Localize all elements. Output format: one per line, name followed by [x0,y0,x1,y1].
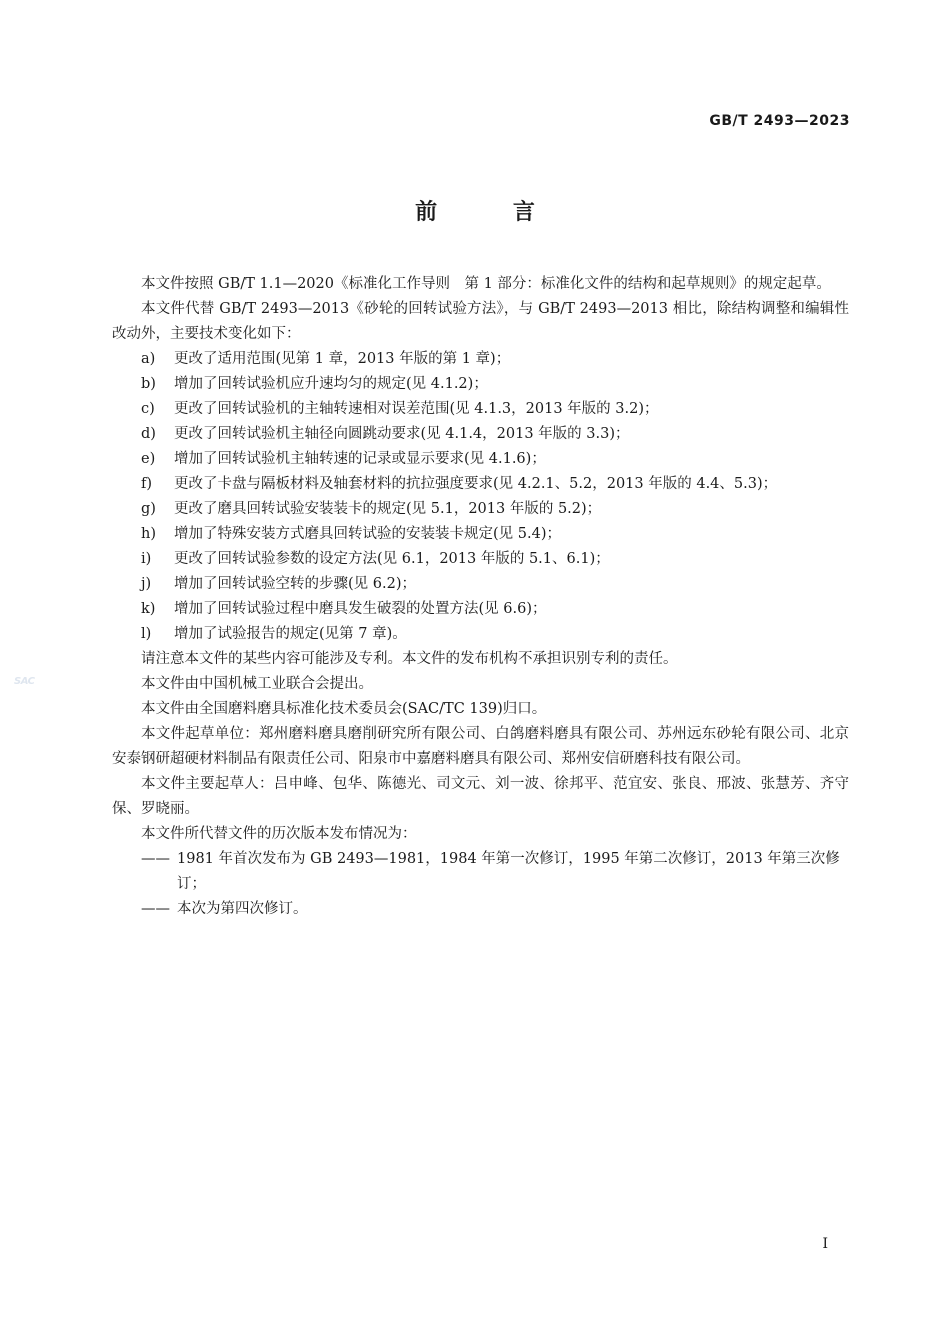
committee-paragraph: 本文件由全国磨料磨具标准化技术委员会(SAC/TC 139)归口。 [141,701,547,717]
list-item-text: 增加了试验报告的规定(见第 7 章)。 [174,626,407,642]
list-item [112,472,849,497]
list-item [112,547,849,572]
list-item [112,622,849,647]
list-item-text: 更改了回转试验机的主轴转速相对误差范围(见 4.1.3，2013 年版的 3.2)； [174,401,659,417]
list-item [112,522,849,547]
changes-list [112,347,849,647]
list-item-text: 更改了适用范围(见第 1 章，2013 年版的第 1 章)； [174,351,511,367]
list-marker: d) [141,426,156,442]
list-item-text: 更改了磨具回转试验安装装卡的规定(见 5.1，2013 年版的 5.2)； [174,501,602,517]
list-marker: h) [141,526,156,542]
list-marker: i) [141,551,152,567]
list-item-text: 更改了回转试验机主轴径向圆跳动要求(见 4.1.4，2013 年版的 3.3)； [174,426,630,442]
list-item [112,447,849,472]
page-title: 前 言 [415,200,569,225]
standard-code: GB/T 2493—2023 [709,113,850,129]
list-marker: j) [141,576,152,592]
list-marker: f) [141,476,153,492]
list-item [112,597,849,622]
list-marker: —— [141,901,170,917]
list-marker: l) [141,626,152,642]
list-item-text: 更改了卡盘与隔板材料及轴套材料的抗拉强度要求(见 4.2.1、5.2，2013 年版的 4.4、5.3)； [174,476,778,492]
list-marker: —— [141,851,170,867]
foreword-body [112,272,849,922]
list-item-text: 1981 年首次发布为 GB 2493—1981，1984 年第一次修订，1995 年第二次修订，2013 年第三次修订； [177,851,840,892]
patent-notice: 请注意本文件的某些内容可能涉及专利。本文件的发布机构不承担识别专利的责任。 [141,651,678,667]
sac-watermark: SAC [14,676,35,687]
list-item-text: 增加了回转试验过程中磨具发生破裂的处置方法(见 6.6)； [174,601,547,617]
list-item-text: 本次为第四次修订。 [177,901,308,917]
intro-paragraph: 本文件按照 GB/T 1.1—2020《标准化工作导则 第 1 部分：标准化文件的结构和起草规则》的规定起草。 [141,276,831,292]
list-item [112,347,849,372]
list-marker: g) [141,501,156,517]
list-item [112,897,849,922]
proposer-paragraph: 本文件由中国机械工业联合会提出。 [141,676,373,692]
drafting-units-paragraph: 本文件起草单位：郑州磨料磨具磨削研究所有限公司、白鸽磨料磨具有限公司、苏州远东砂轮有限公司、北京安泰钢研超硬材料制品有限责任公司、阳泉市中嘉磨料磨具有限公司、郑州安信研磨科技有限公司。 [112,726,849,767]
history-list [112,847,849,922]
list-item [112,372,849,397]
list-marker: a) [141,351,156,367]
list-marker: c) [141,401,155,417]
list-marker: e) [141,451,156,467]
list-item [112,847,849,897]
drafters-paragraph: 本文件主要起草人：吕申峰、包华、陈德光、司文元、刘一波、徐邦平、范宜安、张良、邢波、张慧芳、齐守保、罗晓丽。 [112,776,849,817]
list-marker: k) [141,601,156,617]
list-item-text: 增加了回转试验空转的步骤(见 6.2)； [174,576,416,592]
intro-paragraph: 本文件代替 GB/T 2493—2013《砂轮的回转试验方法》，与 GB/T 2493—2013 相比，除结构调整和编辑性改动外，主要技术变化如下： [112,301,849,342]
list-item-text: 增加了回转试验机应升速均匀的规定(见 4.1.2)； [174,376,488,392]
history-intro: 本文件所代替文件的历次版本发布情况为： [141,826,417,842]
list-item [112,422,849,447]
list-item-text: 增加了回转试验机主轴转速的记录或显示要求(见 4.1.6)； [174,451,546,467]
page-number: I [822,1236,828,1252]
list-item-text: 增加了特殊安装方式磨具回转试验的安装装卡规定(见 5.4)； [174,526,561,542]
list-item [112,397,849,422]
list-item-text: 更改了回转试验参数的设定方法(见 6.1，2013 年版的 5.1、6.1)； [174,551,610,567]
list-marker: b) [141,376,156,392]
list-item [112,572,849,597]
list-item [112,497,849,522]
